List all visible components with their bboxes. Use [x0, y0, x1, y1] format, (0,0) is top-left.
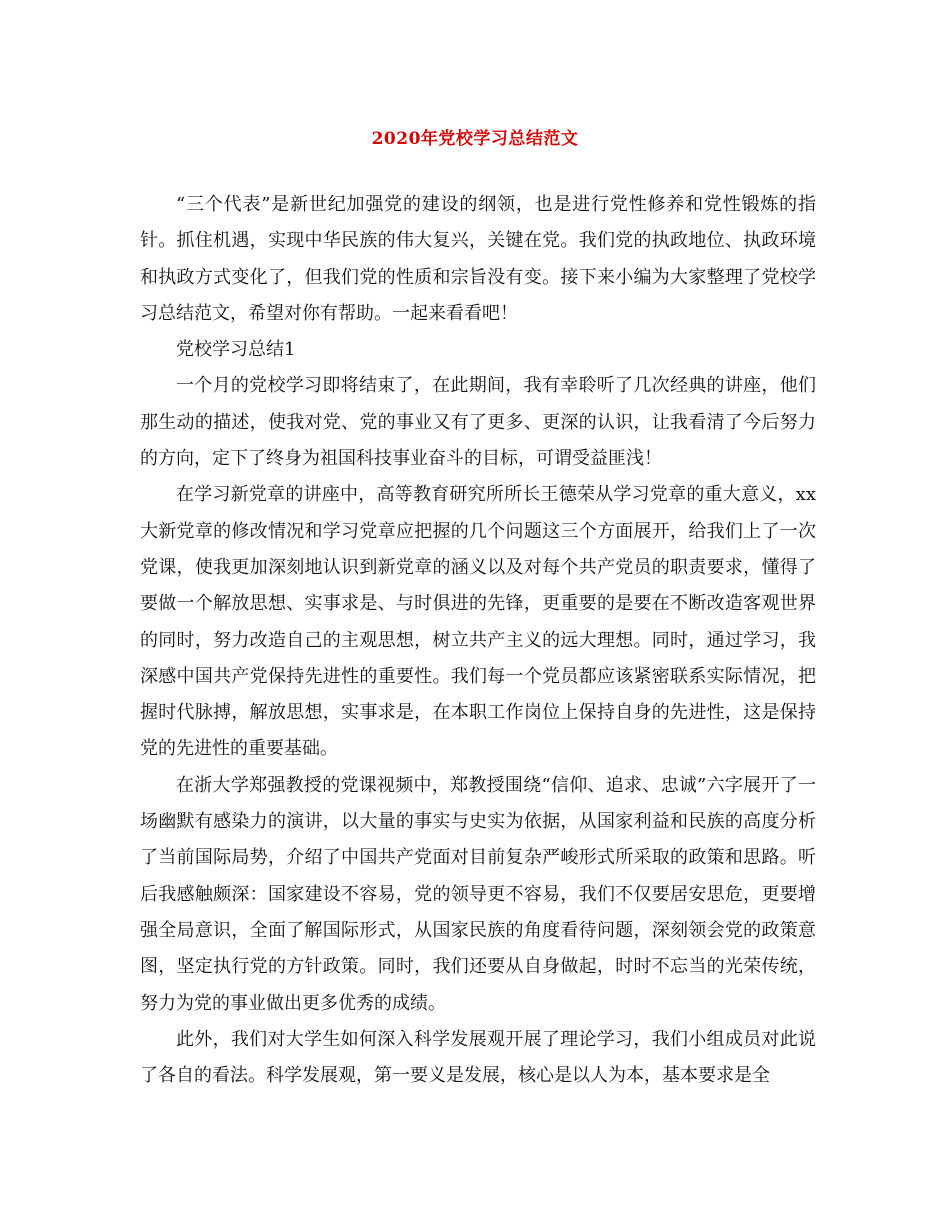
section-heading: 党校学习总结1: [176, 339, 296, 361]
intro-paragraph: “三个代表”是新世纪加强党的建设的纲领，也是进行党性修养和党性锻炼的指针。抓住机遇，实现中华民族的伟大复兴，关键在党。我们党的执政地位、执政环境和执政方式变化了，但我们党的性质和宗旨没有变。接下来小编为大家整理了党校学习总结范文，希望对你有帮助。一起来看看吧！: [140, 194, 816, 324]
document-body: [140, 187, 816, 1094]
body-paragraph: 在学习新党章的讲座中，高等教育研究所所长王德荣从学习党章的重大意义，xx大新党章的修改情况和学习党章应把握的几个问题这三个方面展开，给我们上了一次党课，使我更加深刻地认识到新党章的涵义以及对每个共产党员的职责要求，懂得了要做一个解放思想、实事求是、与时俱进的先锋，更重要的是要在不断改造客观世界的同时，努力改造自己的主观思想，树立共产主义的远大理想。同时，通过学习，我深感中国共产党保持先进性的重要性。我们每一个党员都应该紧密联系实际情况，把握时代脉搏，解放思想，实事求是，在本职工作岗位上保持自身的先进性，这是保持党的先进性的重要基础。: [140, 484, 816, 760]
document-title: 2020年党校学习总结范文: [371, 129, 579, 149]
body-paragraph: 在浙大学郑强教授的党课视频中，郑教授围绕“信仰、追求、忠诚”六字展开了一场幽默有感染力的演讲，以大量的事实与史实为依据，从国家利益和民族的高度分析了当前国际局势，介绍了中国共产党面对目前复杂严峻形式所采取的政策和思路。听后我感触颇深：国家建设不容易，党的领导更不容易，我们不仅要居安思危，更要增强全局意识，全面了解国际形式，从国家民族的角度看待问题，深刻领会党的政策意图，坚定执行党的方针政策。同时，我们还要从自身做起，时时不忘当的光荣传统，努力为党的事业做出更多优秀的成绩。: [140, 774, 816, 1014]
body-paragraph: 一个月的党校学习即将结束了，在此期间，我有幸聆听了几次经典的讲座，他们那生动的描述，使我对党、党的事业又有了更多、更深的认识，让我看清了今后努力的方向，定下了终身为祖国科技事业奋斗的目标，可谓受益匪浅！: [140, 375, 816, 470]
body-paragraph: 此外，我们对大学生如何深入科学发展观开展了理论学习，我们小组成员对此说了各自的看法。科学发展观，第一要义是发展，核心是以人为本，基本要求是全: [140, 1028, 816, 1087]
